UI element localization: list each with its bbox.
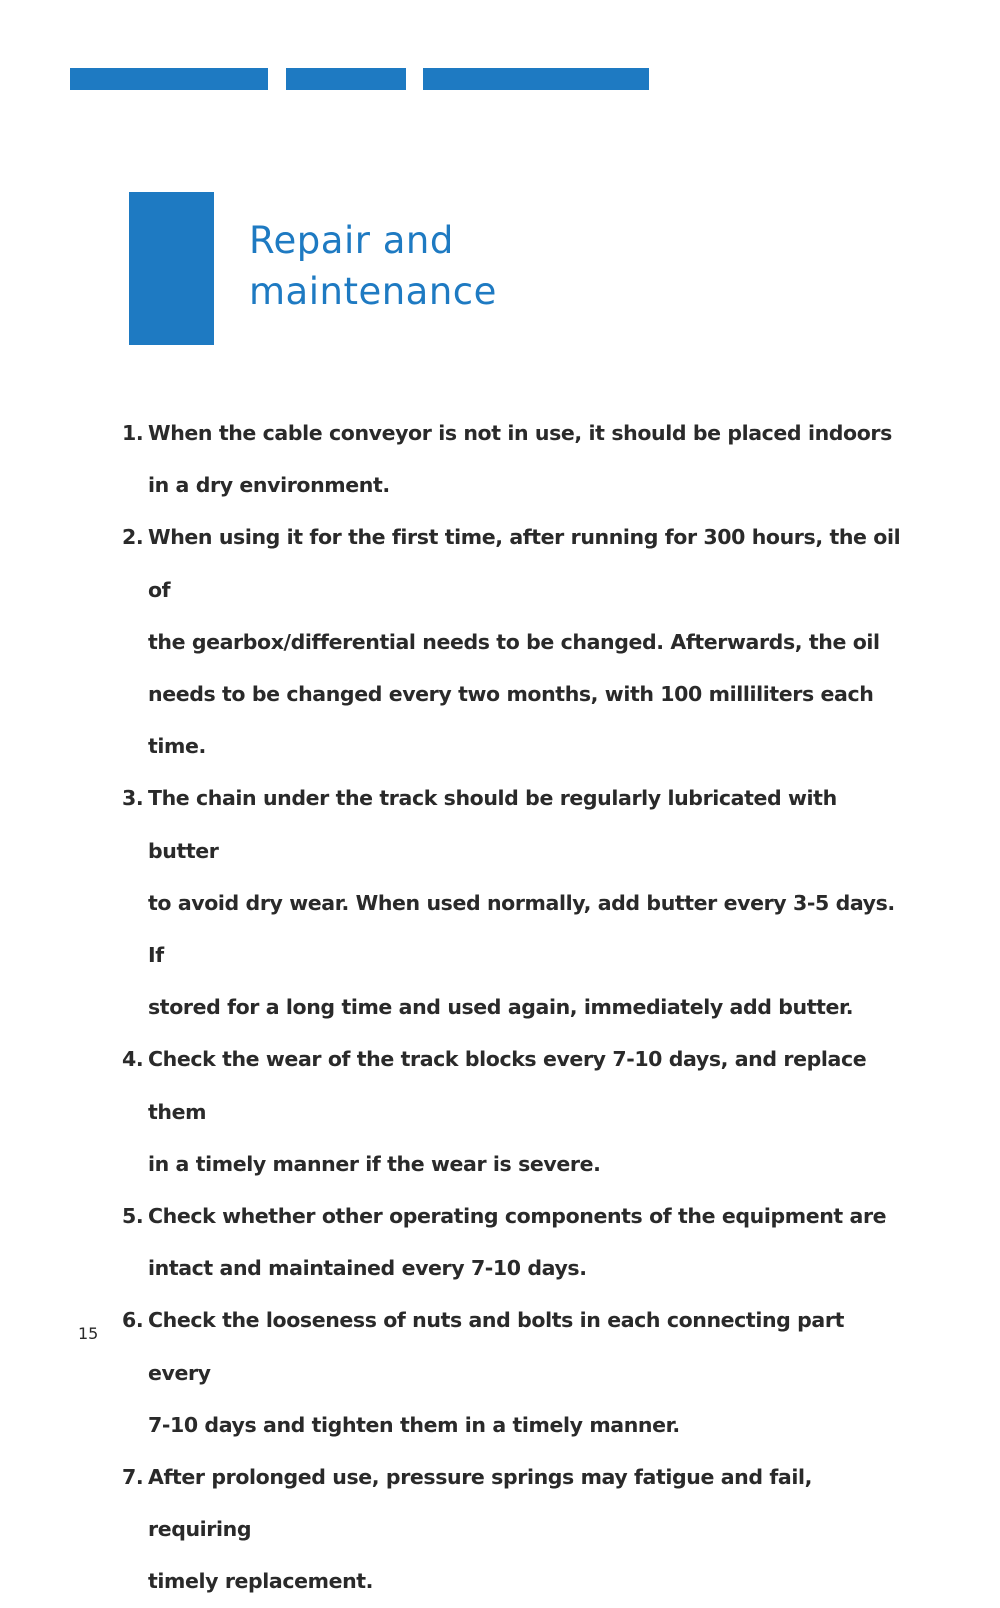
list-item xyxy=(122,1190,902,1294)
list-item-number: 7. xyxy=(122,1465,144,1490)
list-item xyxy=(122,772,902,1033)
list-item-number: 2. xyxy=(122,525,144,550)
list-item-number: 4. xyxy=(122,1047,144,1072)
list-item xyxy=(122,1033,902,1190)
list-item-number: 6. xyxy=(122,1308,144,1333)
page-title xyxy=(249,215,497,317)
list-item-number: 3. xyxy=(122,786,144,811)
list-item-number: 1. xyxy=(122,421,144,445)
list-item-text: The chain under the track should be regularly lubricated with butter to avoid dry wear. When used normally, add butter every 3-5 days. If stored for a long time and used again, immediately add butter. xyxy=(148,786,895,1020)
title-accent-block xyxy=(129,192,214,345)
list-item xyxy=(122,1451,902,1608)
page-number: 15 xyxy=(78,1324,99,1343)
list-item-text: Check the looseness of nuts and bolts in each connecting part every 7-10 days and tighten them in a timely manner. xyxy=(148,1308,844,1437)
list-item-text: When using it for the first time, after running for 300 hours, the oil of the gearbox/differential needs to be changed. Afterwards, the oil needs to be changed every two months, with 100 milliliters each time. xyxy=(148,525,901,759)
maintenance-list xyxy=(122,407,902,1608)
list-item xyxy=(122,1294,902,1451)
list-item xyxy=(122,511,902,772)
page-title-line-1: Repair and xyxy=(249,219,454,262)
list-item-text: Check whether other operating components of the equipment are intact and maintained every 7-10 days. xyxy=(148,1204,887,1281)
list-item xyxy=(122,407,902,511)
header-decor-bar-2 xyxy=(286,68,406,90)
list-item-text: When the cable conveyor is not in use, it should be placed indoors in a dry environment. xyxy=(148,421,892,498)
list-item-number: 5. xyxy=(122,1204,144,1229)
header-decor-bar-3 xyxy=(423,68,649,90)
list-item-text: Check the wear of the track blocks every 7-10 days, and replace them in a timely manner if the wear is severe. xyxy=(148,1047,867,1176)
list-item-text: After prolonged use, pressure springs may fatigue and fail, requiring timely replacement. xyxy=(148,1465,812,1594)
page-title-line-2: maintenance xyxy=(249,270,497,313)
header-decor-bar-1 xyxy=(70,68,268,90)
